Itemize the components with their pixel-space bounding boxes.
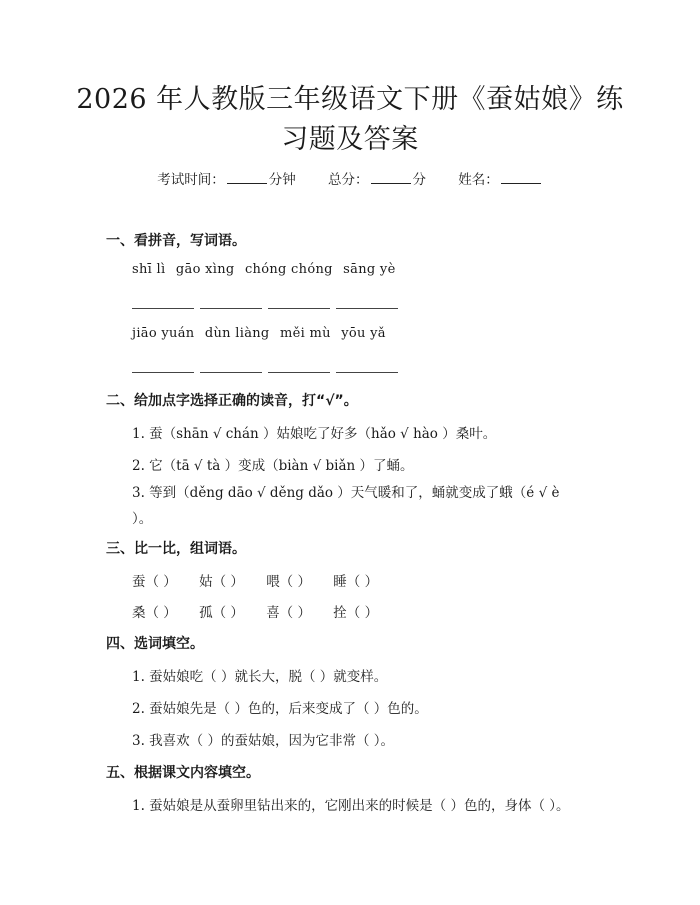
answer-blank[interactable] <box>132 364 194 373</box>
word-group: 喜（ ） <box>266 605 311 621</box>
pinyin-row-1 <box>132 262 402 277</box>
question-2-2: 2. 它（tā √ tà ）变成（biàn √ biǎn ）了蛹。 <box>132 458 414 474</box>
score-blank[interactable] <box>371 171 411 184</box>
title-line-1: 2026 年人教版三年级语文下册《蚕姑娘》练 <box>76 84 624 115</box>
pinyin-word: měi mù <box>280 326 331 341</box>
answer-blank[interactable] <box>132 300 194 309</box>
pinyin-word: chóng chóng <box>244 262 333 277</box>
word-group: 睡（ ） <box>333 574 379 590</box>
answer-blank[interactable] <box>336 300 398 309</box>
total-score: 总分： 分 <box>328 172 426 188</box>
title-line-2: 习题及答案 <box>281 124 419 155</box>
answer-blank[interactable] <box>268 364 330 373</box>
section-4-heading: 四、选词填空。 <box>106 636 204 652</box>
exam-time: 考试时间： 分钟 <box>157 172 296 188</box>
pinyin-word: gāo xìng <box>175 262 235 277</box>
question-5-1: 1. 蚕姑娘是从蚕卵里钻出来的，它刚出来的时候是（ ）色的，身体（ ）。 <box>132 798 570 814</box>
section-3-heading: 三、比一比，组词语。 <box>106 541 246 557</box>
answer-blank[interactable] <box>200 364 262 373</box>
page-title <box>60 80 640 160</box>
exam-meta <box>0 168 700 188</box>
name-blank[interactable] <box>501 171 541 184</box>
word-group: 孤（ ） <box>199 605 244 621</box>
compare-row-1 <box>132 570 396 590</box>
section-2-heading: 二、给加点字选择正确的读音，打“√”。 <box>106 393 358 409</box>
answer-blank[interactable] <box>336 364 398 373</box>
word-group: 桑（ ） <box>132 605 177 621</box>
pinyin-word: sāng yè <box>343 262 396 277</box>
question-2-1: 1. 蚕（shān √ chán ）姑娘吃了好多（hǎo √ hào ）桑叶。 <box>132 426 497 442</box>
pinyin-word: shī lì <box>132 262 166 277</box>
question-4-3: 3. 我喜欢（ ）的蚕姑娘，因为它非常（ ）。 <box>132 733 395 749</box>
section-5-heading: 五、根据课文内容填空。 <box>106 765 260 781</box>
student-name: 姓名： <box>458 172 543 188</box>
question-2-3: 3. 等到（děng dāo √ děng dǎo ）天气暖和了，蛹就变成了蛾（é √ è ）。 <box>132 485 560 527</box>
answer-blank[interactable] <box>268 300 330 309</box>
pinyin-word: yōu yǎ <box>341 326 386 341</box>
compare-row-2 <box>132 601 396 621</box>
pinyin-word: jiāo yuán <box>132 326 195 341</box>
pinyin-row-2 <box>132 326 392 341</box>
pinyin-word: dùn liàng <box>204 326 270 341</box>
word-group: 喂（ ） <box>266 574 311 590</box>
question-4-2: 2. 蚕姑娘先是（ ）色的，后来变成了（ ）色的。 <box>132 701 428 717</box>
word-group: 拴（ ） <box>333 605 379 621</box>
word-group: 蚕（ ） <box>132 574 177 590</box>
time-blank[interactable] <box>227 171 267 184</box>
word-group: 姑（ ） <box>199 574 244 590</box>
question-4-1: 1. 蚕姑娘吃（ ）就长大，脱（ ）就变样。 <box>132 669 388 685</box>
section-1-heading: 一、看拼音，写词语。 <box>106 233 246 249</box>
answer-blank[interactable] <box>200 300 262 309</box>
